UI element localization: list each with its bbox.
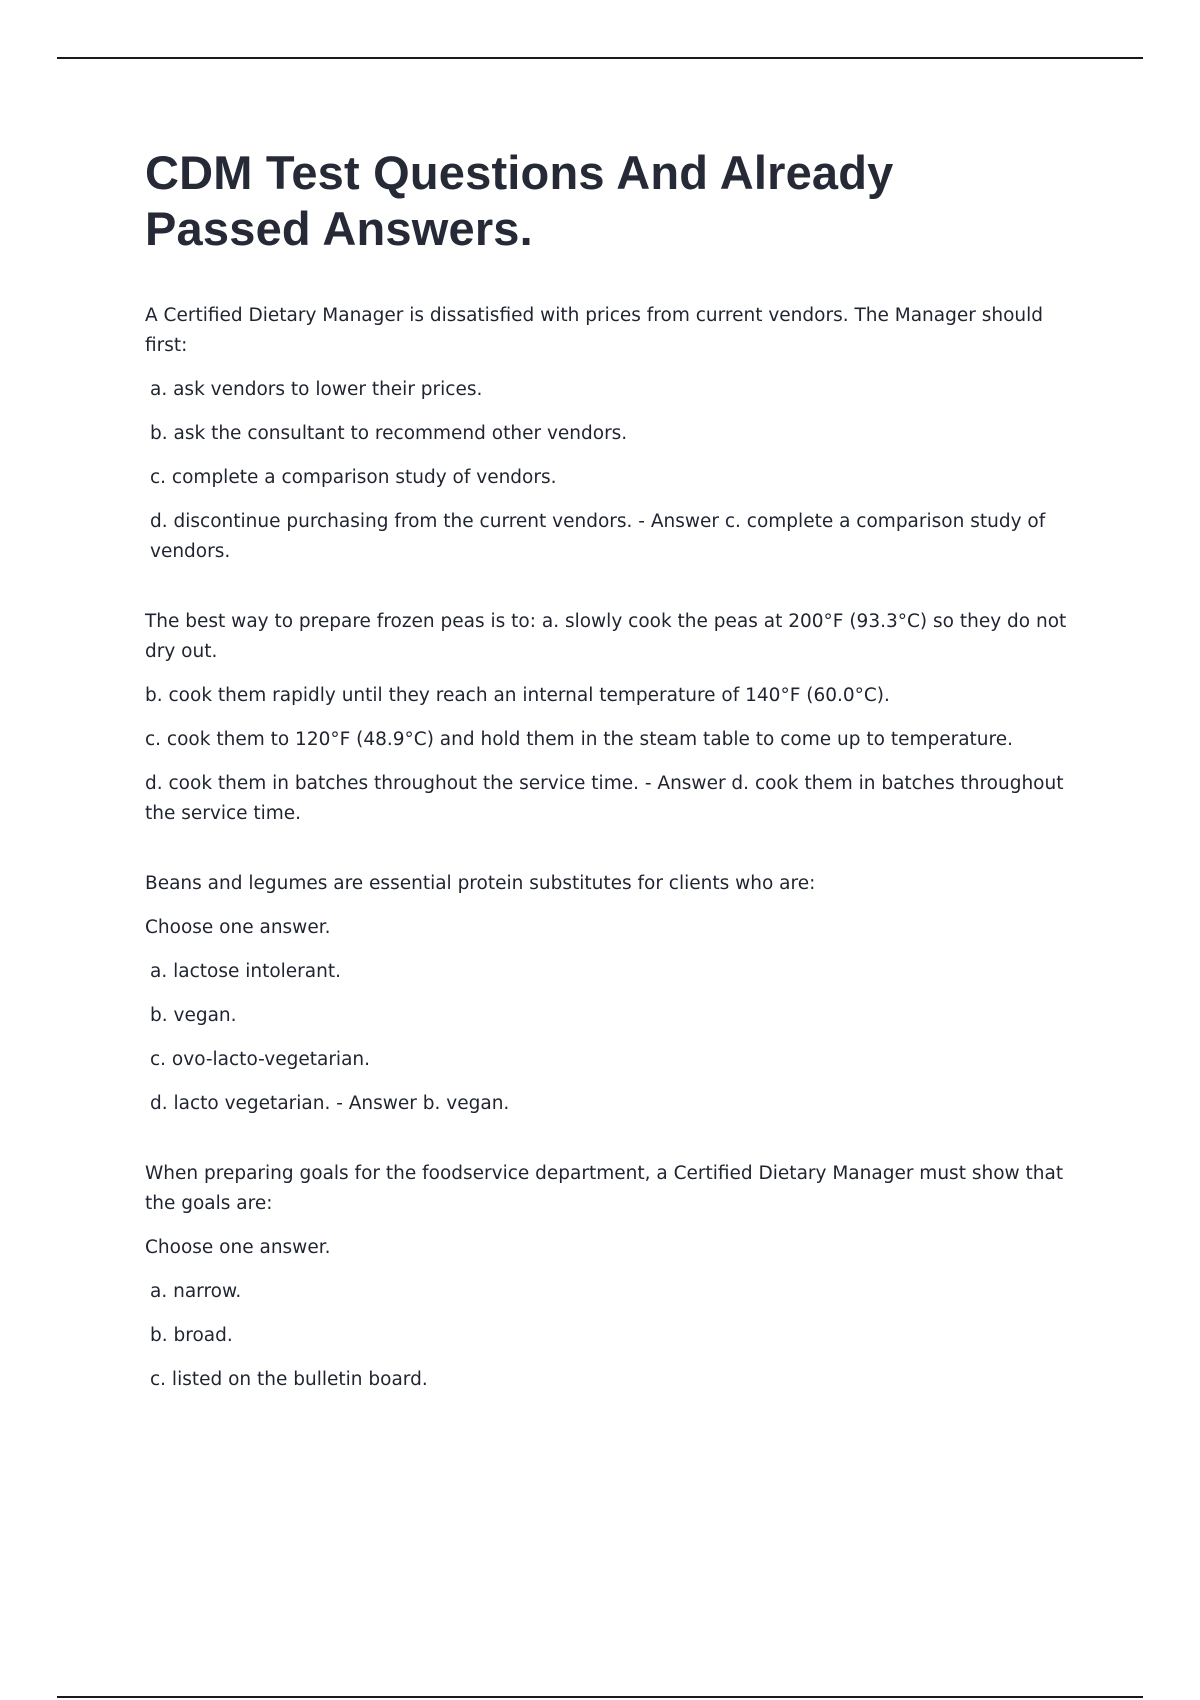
answer-option-b: b. broad.: [150, 1325, 233, 1346]
answer-option-a: a. narrow.: [150, 1281, 242, 1302]
question-instruction: Choose one answer.: [145, 1237, 331, 1258]
answer-option-c: c. cook them to 120°F (48.9°C) and hold them in the steam table to come up to temperature.: [145, 729, 1013, 750]
question-block-1: [145, 301, 1085, 567]
header-rule: [57, 57, 1143, 59]
title-line-1: CDM Test Questions And Already: [145, 146, 894, 199]
question-prompt: When preparing goals for the foodservice department, a Certified Dietary Manager must show that the goals are:: [145, 1163, 1064, 1214]
answer-option-d-with-answer: d. cook them in batches throughout the service time. - Answer d. cook them in batches throughout the service time.: [145, 773, 1064, 824]
answer-option-b: b. cook them rapidly until they reach an internal temperature of 140°F (60.0°C).: [145, 685, 890, 706]
question-instruction: Choose one answer.: [145, 917, 331, 938]
title-line-2: Passed Answers.: [145, 202, 533, 255]
answer-option-c: c. listed on the bulletin board.: [150, 1369, 428, 1390]
question-block-3: [145, 869, 1085, 1119]
answer-option-c: c. ovo-lacto-vegetarian.: [150, 1049, 371, 1070]
question-block-2: [145, 607, 1085, 829]
answer-option-d-with-answer: d. lacto vegetarian. - Answer b. vegan.: [150, 1093, 510, 1114]
question-prompt: Beans and legumes are essential protein substitutes for clients who are:: [145, 873, 816, 894]
answer-option-d-with-answer: d. discontinue purchasing from the current vendors. - Answer c. complete a comparison study of vendors.: [150, 511, 1046, 562]
question-block-4: [145, 1159, 1085, 1395]
answer-option-b: b. ask the consultant to recommend other vendors.: [150, 423, 628, 444]
answer-option-a: a. ask vendors to lower their prices.: [150, 379, 483, 400]
question-prompt: The best way to prepare frozen peas is to: a. slowly cook the peas at 200°F (93.3°C) so they do not dry out.: [145, 611, 1067, 662]
question-list: [145, 301, 1085, 1395]
question-prompt: A Certified Dietary Manager is dissatisfied with prices from current vendors. The Manager should first:: [145, 305, 1044, 356]
document-body: [145, 145, 1085, 1435]
answer-option-a: a. lactose intolerant.: [150, 961, 341, 982]
answer-option-c: c. complete a comparison study of vendors.: [150, 467, 557, 488]
answer-option-b: b. vegan.: [150, 1005, 237, 1026]
document-title: [145, 145, 1085, 257]
footer-rule: [57, 1696, 1143, 1698]
